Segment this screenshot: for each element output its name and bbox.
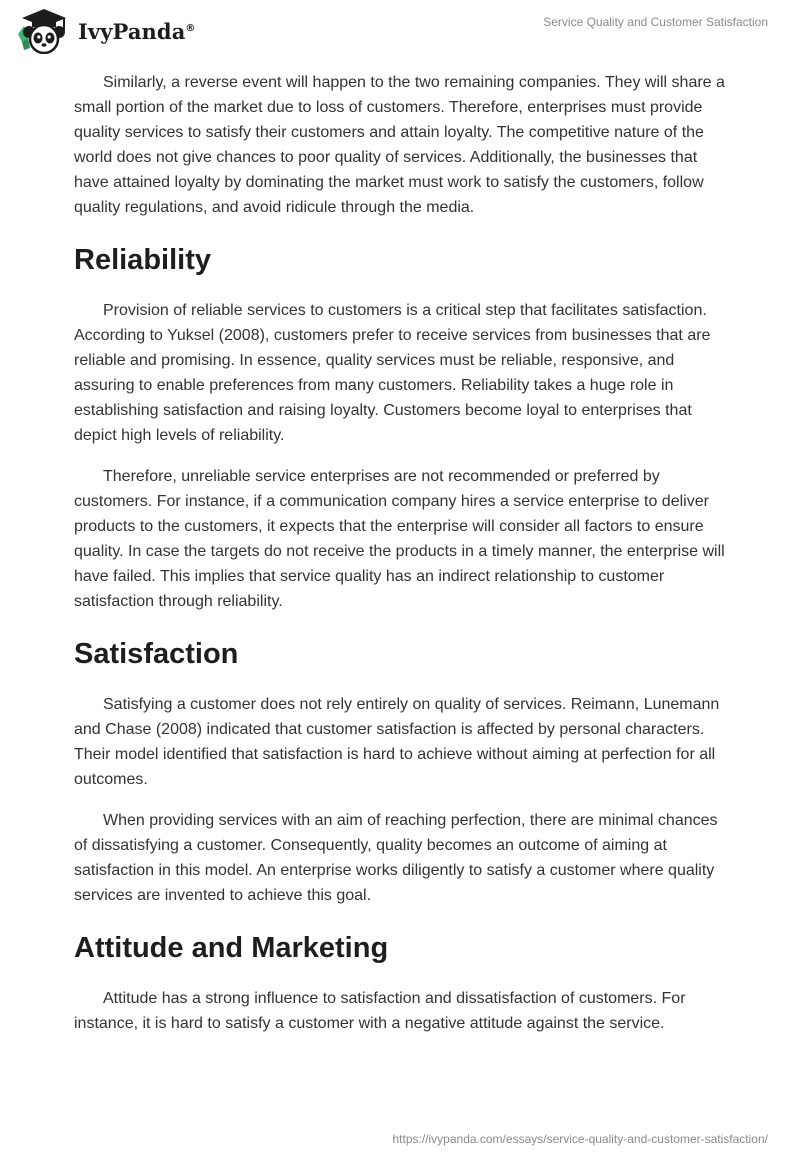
source-url-link[interactable]: https://ivypanda.com/essays/service-quality-and-customer-satisfaction/ xyxy=(392,1132,768,1146)
brand-name: IvyPanda® xyxy=(78,18,196,44)
paragraph: Satisfying a customer does not rely entirely on quality of services. Reimann, Lunemann and Chase (2008) indicated that customer satisfaction is affected by personal characters. Their model identified that satisfaction is hard to achieve without aiming at perfection for all outcomes. xyxy=(74,696,720,788)
registered-mark: ® xyxy=(185,22,196,34)
page-header xyxy=(0,0,800,60)
paragraph: When providing services with an aim of reaching perfection, there are minimal chances of dissatisfying a customer. Consequently, quality becomes an outcome of aiming at satisfaction in this model. An enterprise works diligently to satisfy a customer where quality services are invented to achieve this goal. xyxy=(74,812,718,904)
brand-logo[interactable] xyxy=(16,8,196,54)
section-heading-reliability: Reliability xyxy=(74,244,211,276)
paragraph: Provision of reliable services to customers is a critical step that facilitates satisfaction. According to Yuksel (2008), customers prefer to receive services from businesses that are reliable and promising. In essence, quality services must be reliable, responsive, and assuring to enable preferences from many customers. Reliability takes a huge role in establishing satisfaction and raising loyalty. Customers become loyal to enterprises that depict high levels of reliability. xyxy=(74,302,711,444)
document-title: Service Quality and Customer Satisfaction xyxy=(543,15,768,29)
essay-content xyxy=(74,70,728,1052)
paragraph: Similarly, a reverse event will happen to the two remaining companies. They will share a small portion of the market due to loss of customers. Therefore, enterprises must provide quality services to satisfy their customers and attain loyalty. The competitive nature of the world does not give chances to poor quality of services. Additionally, the businesses that have attained loyalty by dominating the market must work to satisfy the customers, follow quality regulations, and avoid ridicule through the media. xyxy=(74,74,725,216)
section-heading-satisfaction: Satisfaction xyxy=(74,638,239,670)
paragraph: Therefore, unreliable service enterprises are not recommended or preferred by customers. For instance, if a communication company hires a service enterprise to deliver products to the customers, it expects that the enterprise will consider all factors to ensure quality. In case the targets do not receive the products in a timely manner, the enterprise will have failed. This implies that service quality has an indirect relationship to customer satisfaction through reliability. xyxy=(74,468,725,610)
panda-graduation-cap-icon xyxy=(16,8,72,54)
paragraph: Attitude has a strong influence to satisfaction and dissatisfaction of customers. For instance, it is hard to satisfy a customer with a negative attitude against the service. xyxy=(74,990,686,1032)
section-heading-attitude-and-marketing: Attitude and Marketing xyxy=(74,932,389,964)
